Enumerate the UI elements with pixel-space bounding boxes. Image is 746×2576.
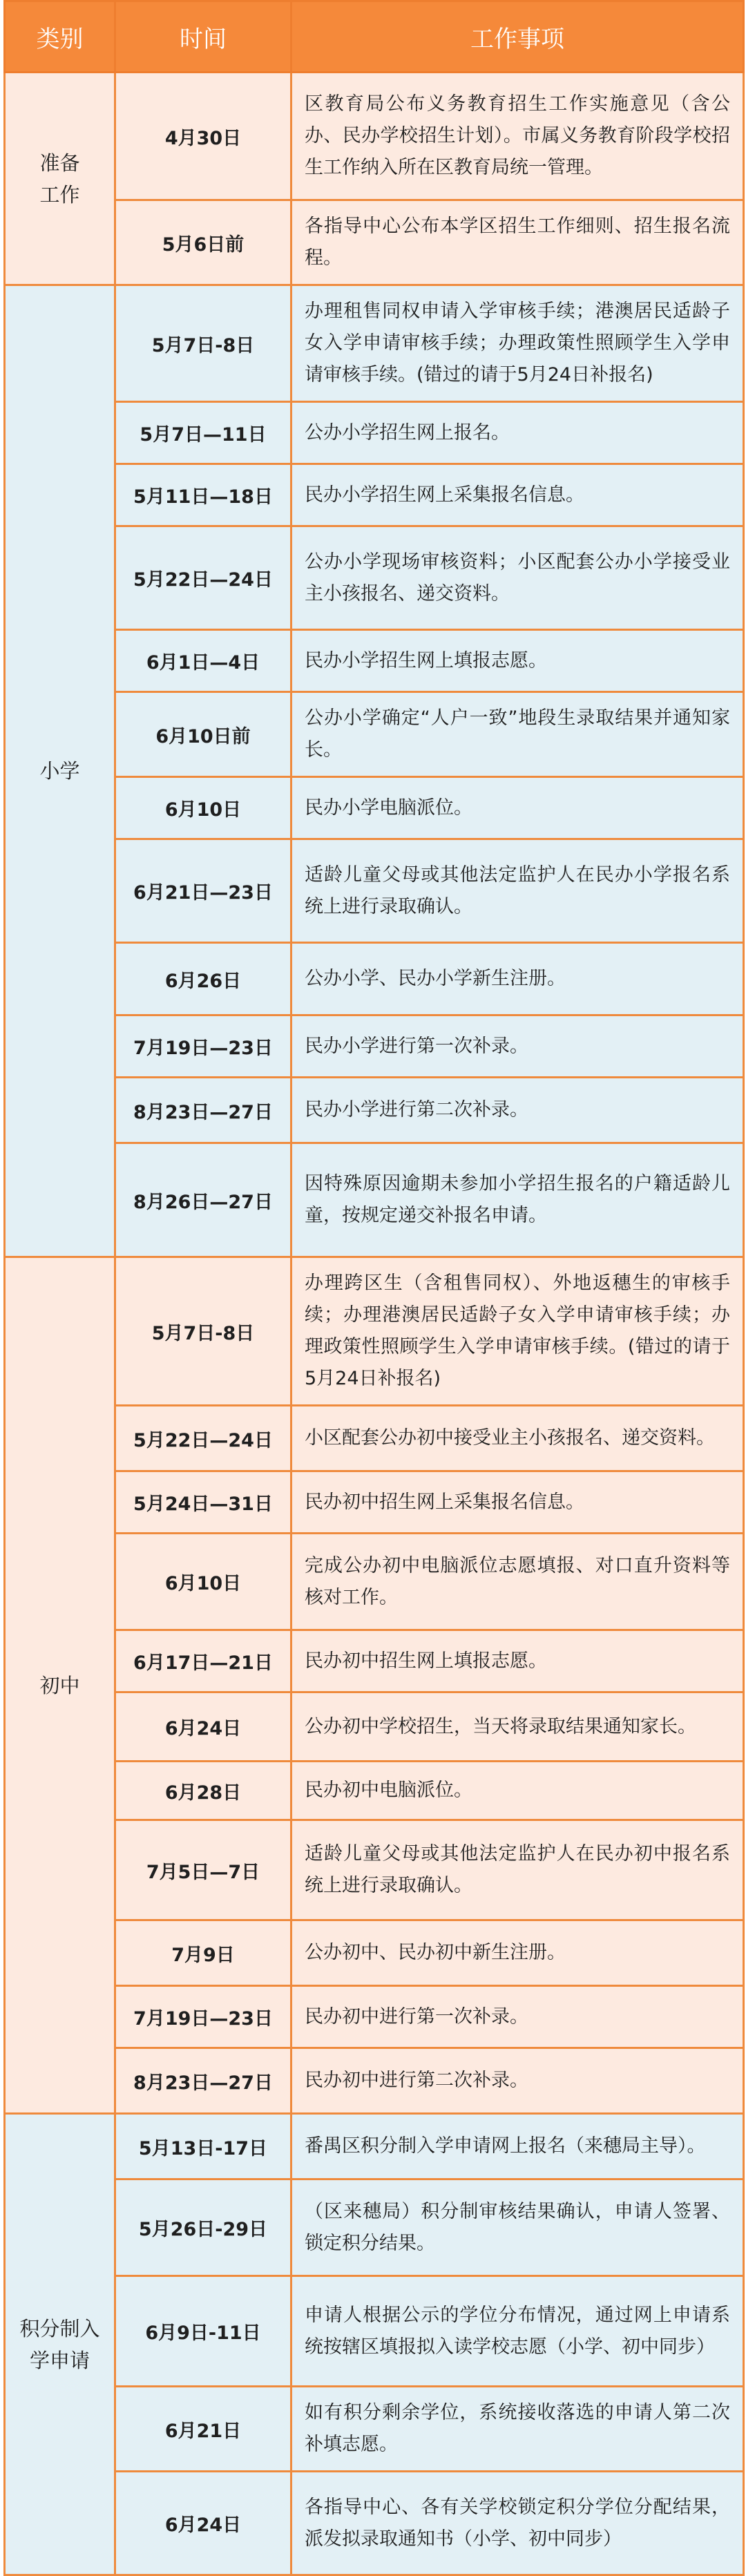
item-cell: 公办初中学校招生，当天将录取结果通知家长。 [291, 1692, 744, 1762]
item-cell: 民办小学进行第二次补录。 [291, 1078, 744, 1143]
item-cell: 民办初中招生网上采集报名信息。 [291, 1471, 744, 1534]
time-cell: 5月6日前 [115, 200, 291, 285]
table-row [5, 2048, 744, 2114]
time-cell: 8月23日—27日 [115, 1078, 291, 1143]
item-cell: 各指导中心、各有关学校锁定积分学位分配结果，派发拟录取通知书（小学、初中同步） [291, 2472, 744, 2575]
time-cell: 6月24日 [115, 1692, 291, 1762]
table-row [5, 1820, 744, 1920]
table-row [5, 2276, 744, 2387]
table-row [5, 943, 744, 1015]
item-cell: 民办初中进行第二次补录。 [291, 2048, 744, 2114]
item-cell: 公办小学确定“人户一致”地段生录取结果并通知家长。 [291, 692, 744, 777]
item-cell: 民办初中进行第一次补录。 [291, 1986, 744, 2048]
item-cell: 适龄儿童父母或其他法定监护人在民办小学报名系统上进行录取确认。 [291, 839, 744, 943]
category-points [5, 2114, 115, 2575]
table-row [5, 1762, 744, 1820]
table-row [5, 402, 744, 464]
item-cell: 民办初中电脑派位。 [291, 1762, 744, 1820]
time-cell: 5月24日—31日 [115, 1471, 291, 1534]
table-row [5, 839, 744, 943]
table-row [5, 2472, 744, 2575]
table-row [5, 630, 744, 692]
header-items: 工作事项 [291, 1, 744, 73]
table-row [5, 692, 744, 777]
time-cell: 6月26日 [115, 943, 291, 1015]
time-cell: 6月17日—21日 [115, 1630, 291, 1692]
table-row [5, 1406, 744, 1471]
item-cell: 民办小学招生网上填报志愿。 [291, 630, 744, 692]
category-preparation [5, 73, 115, 285]
table-row [5, 2114, 744, 2179]
table-row [5, 1471, 744, 1534]
table-row [5, 285, 744, 402]
category-primary: 小学 [5, 285, 115, 1257]
table-row [5, 526, 744, 630]
time-cell: 5月7日-8日 [115, 285, 291, 402]
table-row [5, 1078, 744, 1143]
item-cell: 申请人根据公示的学位分布情况，通过网上申请系统按辖区填报拟入读学校志愿（小学、初中同步） [291, 2276, 744, 2387]
item-cell: 公办初中、民办初中新生注册。 [291, 1920, 744, 1986]
time-cell: 6月21日—23日 [115, 839, 291, 943]
table-row [5, 1692, 744, 1762]
category-label: 准备工作 [39, 151, 80, 207]
time-cell: 5月7日-8日 [115, 1257, 291, 1406]
table-row [5, 1534, 744, 1630]
item-cell: 公办小学现场审核资料；小区配套公办小学接受业主小孩报名、递交资料。 [291, 526, 744, 630]
item-cell: 如有积分剩余学位，系统接收落选的申请人第二次补填志愿。 [291, 2387, 744, 2472]
item-cell: 番禺区积分制入学申请网上报名（来穗局主导）。 [291, 2114, 744, 2179]
item-cell: （区来穗局）积分制审核结果确认，申请人签署、锁定积分结果。 [291, 2179, 744, 2276]
time-cell: 6月10日 [115, 1534, 291, 1630]
item-cell: 民办初中招生网上填报志愿。 [291, 1630, 744, 1692]
time-cell: 5月22日—24日 [115, 526, 291, 630]
time-cell: 6月21日 [115, 2387, 291, 2472]
category-middle: 初中 [5, 1257, 115, 2114]
time-cell: 7月9日 [115, 1920, 291, 1986]
item-cell: 小区配套公办初中接受业主小孩报名、递交资料。 [291, 1406, 744, 1471]
item-cell: 民办小学电脑派位。 [291, 777, 744, 839]
time-cell: 7月19日—23日 [115, 1986, 291, 2048]
table-row [5, 777, 744, 839]
item-cell: 办理租售同权申请入学审核手续；港澳居民适龄子女入学申请审核手续；办理政策性照顾学生入学申请审核手续。(错过的请于5月24日补报名) [291, 285, 744, 402]
item-cell: 公办小学、民办小学新生注册。 [291, 943, 744, 1015]
item-cell: 公办小学招生网上报名。 [291, 402, 744, 464]
time-cell: 7月19日—23日 [115, 1015, 291, 1078]
category-label: 积分制入学申请 [19, 2316, 100, 2372]
item-cell: 民办小学进行第一次补录。 [291, 1015, 744, 1078]
header-category: 类别 [5, 1, 115, 73]
item-cell: 适龄儿童父母或其他法定监护人在民办初中报名系统上进行录取确认。 [291, 1820, 744, 1920]
time-cell: 5月7日—11日 [115, 402, 291, 464]
header-row [5, 1, 744, 73]
item-cell: 完成公办初中电脑派位志愿填报、对口直升资料等核对工作。 [291, 1534, 744, 1630]
schedule-table [3, 0, 745, 2576]
item-cell: 民办小学招生网上采集报名信息。 [291, 464, 744, 526]
time-cell: 5月22日—24日 [115, 1406, 291, 1471]
table-row [5, 2179, 744, 2276]
time-cell: 6月10日 [115, 777, 291, 839]
time-cell: 6月10日前 [115, 692, 291, 777]
table-row [5, 464, 744, 526]
table-row [5, 1630, 744, 1692]
table-row [5, 2387, 744, 2472]
time-cell: 5月11日—18日 [115, 464, 291, 526]
table-row [5, 1257, 744, 1406]
time-cell: 5月26日-29日 [115, 2179, 291, 2276]
time-cell: 7月5日—7日 [115, 1820, 291, 1920]
item-cell: 各指导中心公布本学区招生工作细则、招生报名流程。 [291, 200, 744, 285]
time-cell: 8月26日—27日 [115, 1143, 291, 1257]
table-row [5, 1920, 744, 1986]
item-cell: 办理跨区生（含租售同权）、外地返穗生的审核手续；办理港澳居民适龄子女入学申请审核手续；办理政策性照顾学生入学申请审核手续。(错过的请于5月24日补报名) [291, 1257, 744, 1406]
time-cell: 5月13日-17日 [115, 2114, 291, 2179]
table-row [5, 1015, 744, 1078]
table-row [5, 200, 744, 285]
item-cell: 因特殊原因逾期未参加小学招生报名的户籍适龄儿童，按规定递交补报名申请。 [291, 1143, 744, 1257]
time-cell: 6月28日 [115, 1762, 291, 1820]
time-cell: 6月1日—4日 [115, 630, 291, 692]
table-row [5, 73, 744, 200]
table-row [5, 1143, 744, 1257]
time-cell: 6月9日-11日 [115, 2276, 291, 2387]
item-cell: 区教育局公布义务教育招生工作实施意见（含公办、民办学校招生计划）。市属义务教育阶段学校招生工作纳入所在区教育局统一管理。 [291, 73, 744, 200]
time-cell: 4月30日 [115, 73, 291, 200]
time-cell: 8月23日—27日 [115, 2048, 291, 2114]
header-time: 时间 [115, 1, 291, 73]
time-cell: 6月24日 [115, 2472, 291, 2575]
table-row [5, 1986, 744, 2048]
